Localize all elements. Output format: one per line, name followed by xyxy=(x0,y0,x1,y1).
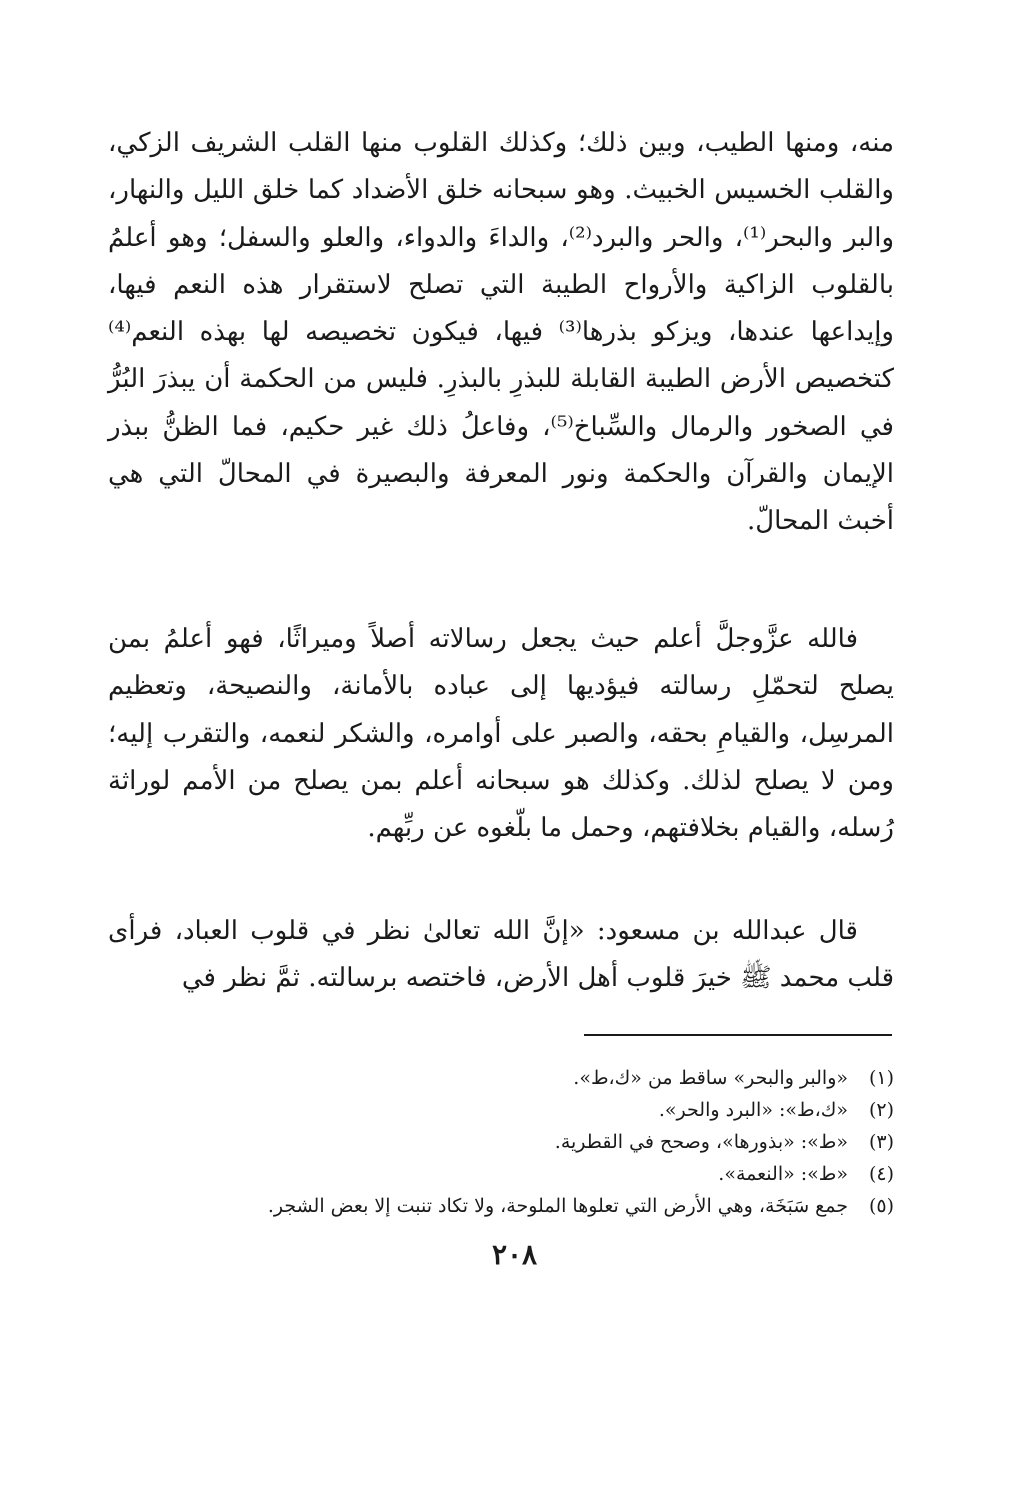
footnote-separator xyxy=(584,1034,892,1036)
paragraph-3-block xyxy=(108,908,894,1003)
footnote-text: «ك،ط»: «البرد والحر». xyxy=(658,1099,848,1121)
paragraph-3: قال عبدالله بن مسعود: «إنَّ الله تعالىٰ نظر في قلوب العباد، فرأى قلب محمد ﷺ خيرَ قلوب أهل الأرض، فاختصه برسالته. ثمَّ نظر في xyxy=(108,916,894,994)
footnotes xyxy=(108,1062,894,1222)
paragraph-1: منه، ومنها الطيب، وبين ذلك؛ وكذلك القلوب منها القلب الشريف الزكي، والقلب الخسيس الخبيث. وهو سبحانه خلق الأضداد كما خلق الليل والنهار، والبر والبحر⁽¹⁾، والحر والبرد⁽²⁾، والداءَ والدواء، والعلو والسفل؛ وهو أعلمُ بالقلوب الزاكية والأرواح الطيبة التي تصلح لاستقرار هذه النعم فيها، وإيداعها عندها، ويزكو بذرها⁽³⁾ فيها، فيكون تخصيصه لها بهذه النعم⁽⁴⁾ كتخصيص الأرض الطيبة القابلة للبذرِ بالبذرِ. فليس من الحكمة أن يبذرَ البُرُّ في الصخور والرمال والسِّباخ⁽⁵⁾، وفاعلُ ذلك غير حكيم، فما الظنُّ ببذر الإيمان والقرآن والحكمة ونور المعرفة والبصيرة في المحالّ التي هي أخبث المحالّ. xyxy=(108,128,895,537)
footnote-text: «ط»: «بذورها»، وصحح في القطرية. xyxy=(554,1131,848,1153)
footnote-number: (٥) xyxy=(868,1195,894,1217)
footnote-text: «ط»: «النعمة». xyxy=(718,1163,848,1185)
footnote-1 xyxy=(108,1062,894,1094)
footnote-number: (٣) xyxy=(868,1131,894,1153)
footnote-number: (٢) xyxy=(868,1099,894,1121)
footnote-2 xyxy=(108,1094,894,1126)
footnote-text: جمع سَبَخَة، وهي الأرض التي تعلوها الملوحة، ولا تكاد تنبت إلا بعض الشجر. xyxy=(267,1195,848,1217)
footnote-number: (٤) xyxy=(868,1163,894,1185)
footnote-5 xyxy=(108,1190,894,1222)
paragraph-2: فالله عزَّوجلَّ أعلم حيث يجعل رسالاته أصلاً وميراثًا، فهو أعلمُ بمن يصلح لتحمّلِ رسالته فيؤديها إلى عباده بالأمانة، والنصيحة، وتعظيم المرسِل، والقيامِ بحقه، والصبر على أوامره، والشكر لنعمه، والتقرب إليه؛ ومن لا يصلح لذلك. وكذلك هو سبحانه أعلم بمن يصلح من الأمم لوراثة رُسله، والقيام بخلافتهم، وحمل ما بلّغوه عن ربِّهم. xyxy=(108,624,894,844)
paragraph-1-block xyxy=(108,120,894,546)
footnote-4 xyxy=(108,1158,894,1190)
footnote-number: (١) xyxy=(868,1067,894,1089)
paragraph-2-block xyxy=(108,616,894,852)
footnote-text: «والبر والبحر» ساقط من «ك،ط». xyxy=(573,1067,848,1089)
footnote-3 xyxy=(108,1126,894,1158)
page-number: ٢٠٨ xyxy=(491,1238,538,1271)
